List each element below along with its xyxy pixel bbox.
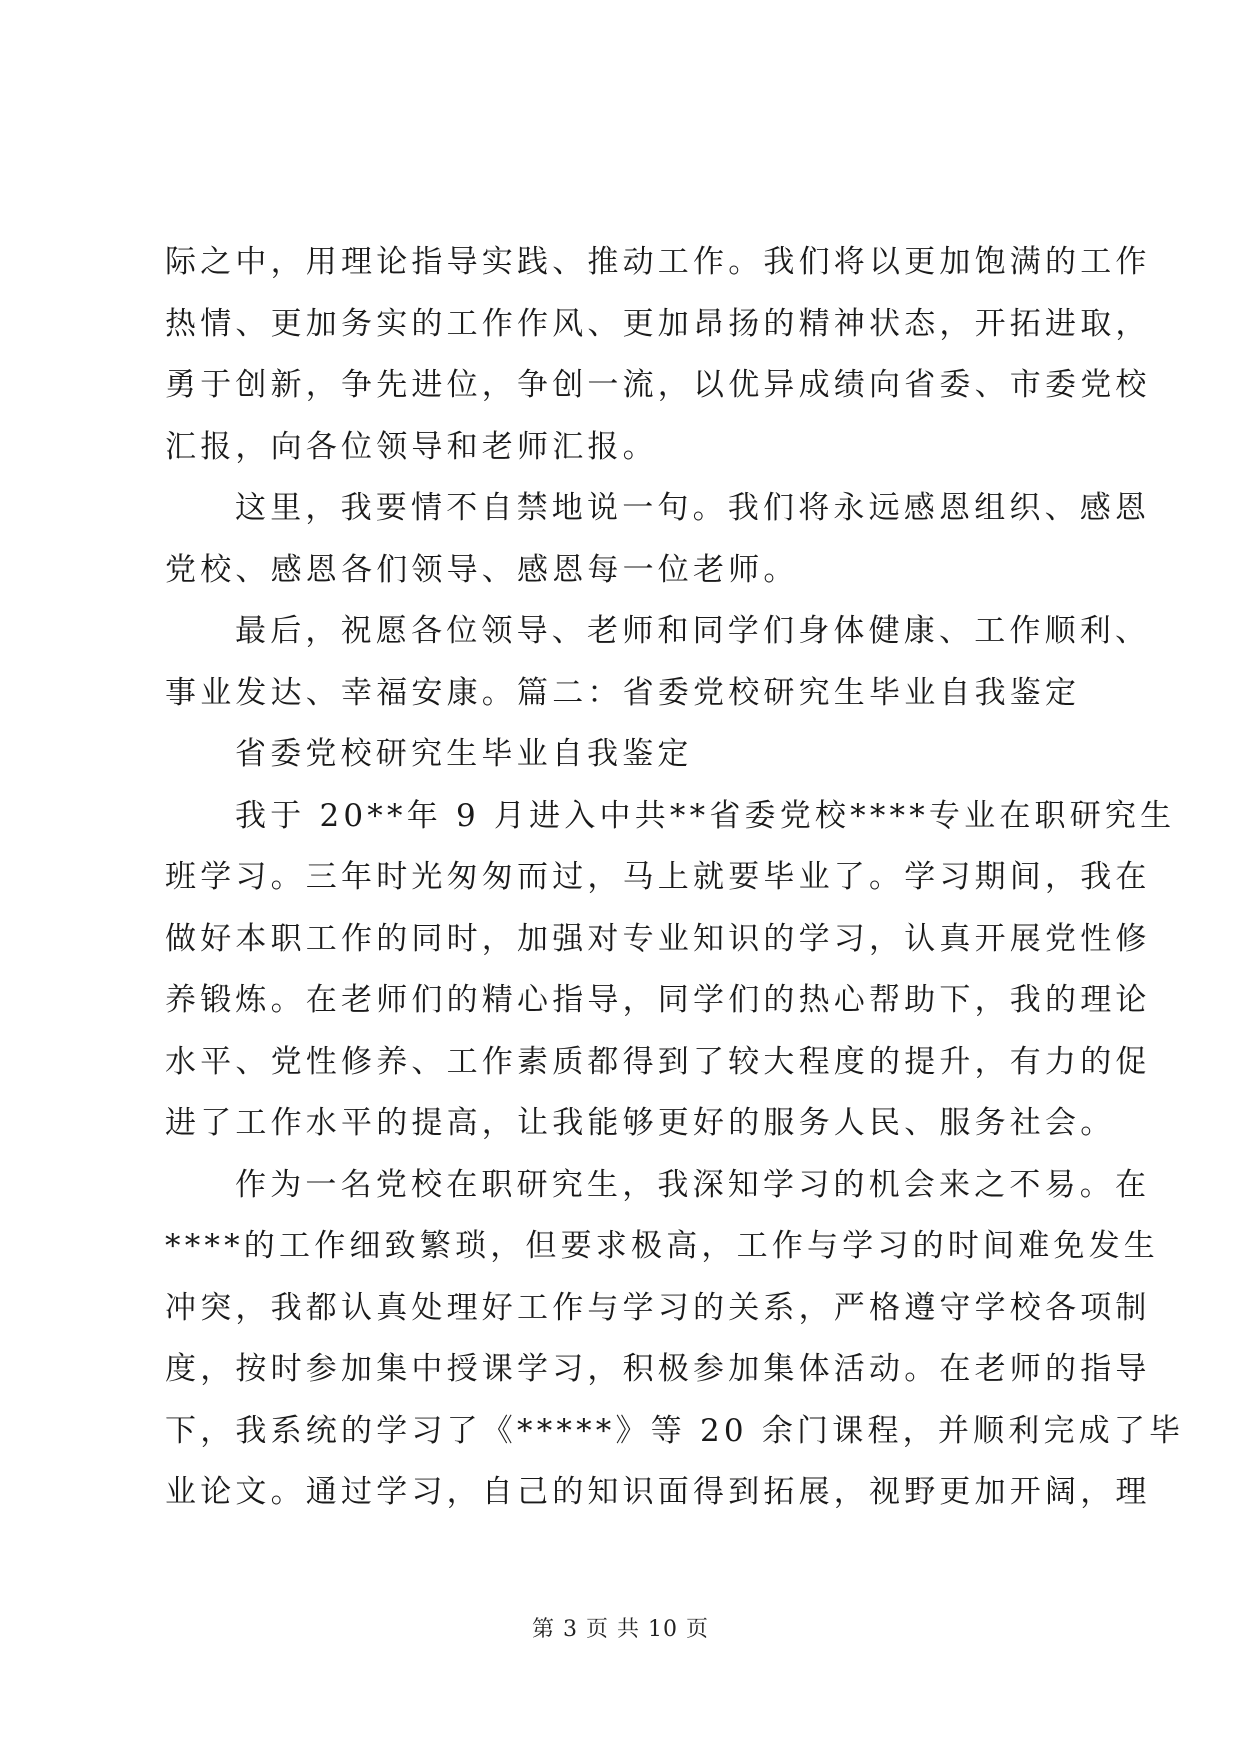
page-number-footer: 第 3 页 共 10 页 — [532, 1617, 709, 1642]
text-line: 汇报，向各位领导和老师汇报。 — [165, 428, 658, 465]
text-line: 这里，我要情不自禁地说一句。我们将永远感恩组织、感恩 — [235, 490, 1151, 526]
text-line: 做好本职工作的同时，加强对专业知识的学习，认真开展党性修 — [165, 920, 1151, 957]
text-line: 业论文。通过学习，自己的知识面得到拓展，视野更加开阔，理 — [165, 1474, 1151, 1510]
text-line: 养锻炼。在老师们的精心指导，同学们的热心帮助下，我的理论 — [165, 982, 1151, 1018]
text-block — [165, 232, 1185, 1524]
text-line: 热情、更加务实的工作作风、更加昂扬的精神状态，开拓进取， — [165, 305, 1151, 342]
text-line: 事业发达、幸福安康。篇二：省委党校研究生毕业自我鉴定 — [165, 674, 1081, 711]
text-line: 水平、党性修养、工作素质都得到了较大程度的提升，有力的促 — [165, 1043, 1151, 1080]
text-line: 最后，祝愿各位领导、老师和同学们身体健康、工作顺利、 — [235, 613, 1151, 649]
text-line: 我于 20**年 9 月进入中共**省委党校****专业在职研究生 — [235, 797, 1176, 834]
text-line: 际之中，用理论指导实践、推动工作。我们将以更加饱满的工作 — [165, 244, 1151, 280]
text-line: 度，按时参加集中授课学习，积极参加集体活动。在老师的指导 — [165, 1351, 1151, 1387]
text-line: 班学习。三年时光匆匆而过，马上就要毕业了。学习期间，我在 — [165, 859, 1151, 895]
document-body — [165, 232, 1185, 1524]
text-line: 勇于创新，争先进位，争创一流，以优异成绩向省委、市委党校 — [165, 367, 1151, 403]
text-line: 进了工作水平的提高，让我能够更好的服务人民、服务社会。 — [165, 1105, 1116, 1141]
text-line: 下，我系统的学习了《*****》等 20 余门课程，并顺利完成了毕 — [165, 1412, 1185, 1449]
text-line: 冲突，我都认真处理好工作与学习的关系，严格遵守学校各项制 — [165, 1289, 1151, 1326]
text-line: 作为一名党校在职研究生，我深知学习的机会来之不易。在 — [235, 1166, 1151, 1203]
section-heading: 省委党校研究生毕业自我鉴定 — [235, 736, 693, 772]
text-line: ****的工作细致繁琐，但要求极高，工作与学习的时间难免发生 — [165, 1228, 1159, 1264]
text-line: 党校、感恩各们领导、感恩每一位老师。 — [165, 551, 799, 588]
